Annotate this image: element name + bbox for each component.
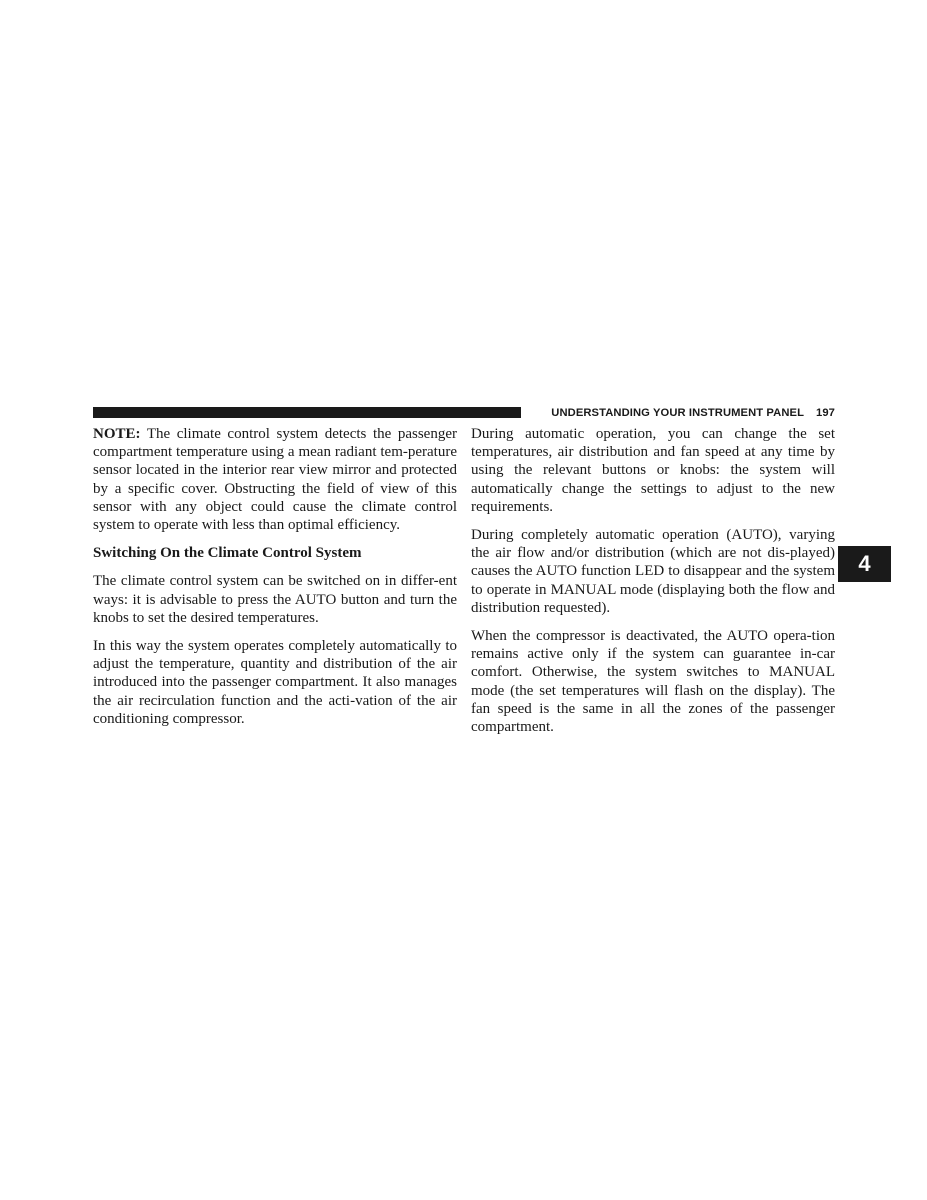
running-header: [530, 405, 835, 421]
page-number: 197: [816, 407, 835, 419]
body-paragraph: The climate control system can be switched on in differ-ent ways: it is advisable to press the AUTO button and turn the knobs to set the desired temperatures.: [93, 573, 457, 626]
note-label: NOTE:: [93, 426, 141, 442]
body-paragraph: In this way the system operates completely automatically to adjust the temperature, quantity and distribution of the air introduced into the passenger compartment. It also manages the air recirculation function and the acti-vation of the air conditioning compressor.: [93, 638, 457, 727]
section-heading: Switching On the Climate Control System: [93, 545, 362, 562]
note-text: The climate control system detects the passenger compartment temperature using a mean radiant tem-perature sensor located in the interior rear view mirror and protected by a specific cover. Obstructing the field of view of this sensor with any object could cause the climate control system to operate with less than optimal efficiency.: [93, 426, 457, 534]
chapter-tab: 4: [838, 546, 891, 582]
left-column: [93, 425, 457, 738]
right-column: [471, 425, 835, 746]
section-title: UNDERSTANDING YOUR INSTRUMENT PANEL: [551, 407, 805, 419]
body-paragraph: When the compressor is deactivated, the AUTO opera-tion remains active only if the system can guarantee in-car comfort. Otherwise, the system switches to MANUAL mode (the set temperatures will flash on the display). The fan speed is the same in all the zones of the passenger compartment.: [471, 628, 835, 736]
header-rule: [93, 407, 521, 418]
body-paragraph: During automatic operation, you can change the set temperatures, air distribution and fan speed at any time by using the relevant buttons or knobs: the system will automatically change the settings to adjust to the new requirements.: [471, 426, 835, 515]
note-paragraph: [93, 425, 457, 534]
body-paragraph: During completely automatic operation (AUTO), varying the air flow and/or distribution (which are not dis-played) causes the AUTO function LED to disappear and the system to operate in MANUAL mode (displaying both the flow and distribution requested).: [471, 527, 835, 616]
